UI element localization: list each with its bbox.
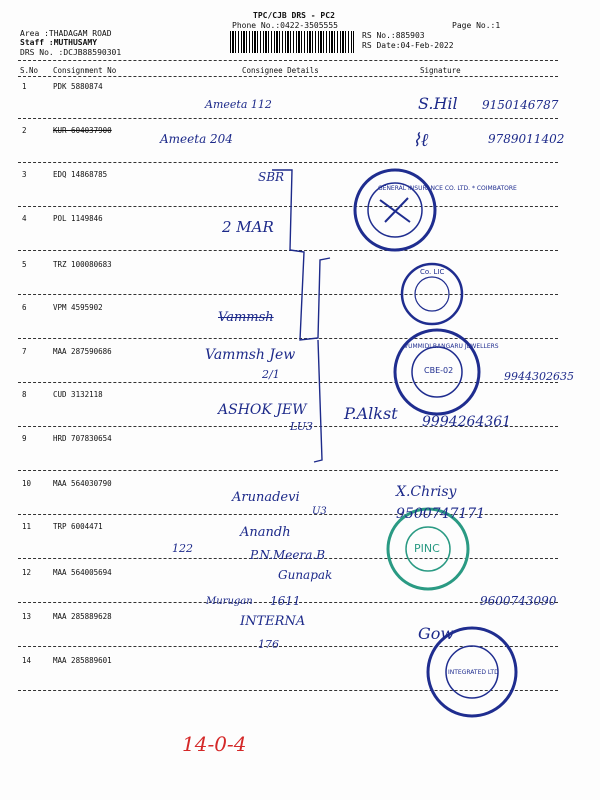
delivery-run-sheet: TPC/CJB DRS - PC2 Phone No.:0422-3505555 Page No.:1 Area :THADAGAM ROAD Staff :MUTHUSAMY DRS No. :DCJB88590301 RS No.:885903 RS Date:04-Feb-2022 S.No Consignment No Consignee Details Signature 1 PDK 5880874 2 KUR 604037900 3 EDQ 14868785 4 POL 1149846 5 TRZ 100080683 6 VPM 4595902 7 MAA 287590686 8 CUD 3132118 9 HRD 707830654 10 MAA 564030790 11 TRP 6004471 12 MAA 564005694 13 MAA 285889628 14 MAA 285889601 GENERAL INSURANCE CO. LTD. * COIMBATORE Co. LIC VUMMIDI BANGARU JEWELLERS CBE-02 PINC INTEGRATED LTD Ameeta 112 S.Hil 9150146787 Ameeta 204 ⌇ℓ 9789011402 SBR 2 MAR Vammsh Vammsh Jew 2/1 9944302635 ASHOK JEW LU3 P.Alkst 9994264361 Arunadevi U3 X.Chrisy 9500747171 Anandh 122 P.N.Meera.B Gunapak 9600743090 Murugan 1611 INTERNA 176 Gow 14-0-4 <box>0 0 600 800</box>
handwriting: 9150146787 <box>482 98 559 112</box>
handwriting: Murugan <box>206 596 253 607</box>
col-sno: S.No <box>20 66 39 75</box>
handwriting: 9944302635 <box>504 370 574 383</box>
handwriting: Anandh <box>240 525 291 540</box>
rs-date: RS Date:04-Feb-2022 <box>362 41 454 50</box>
handwriting: 9789011402 <box>488 132 565 146</box>
handwriting: Ameeta 112 <box>205 98 272 111</box>
signature: ⌇ℓ <box>412 130 429 151</box>
handwriting: ASHOK JEW <box>218 402 307 418</box>
handwriting: SBR <box>258 170 285 184</box>
handwriting: Ameeta 204 <box>160 132 233 146</box>
insurance-stamp-text: GENERAL INSURANCE CO. LTD. * COIMBATORE <box>378 185 517 192</box>
handwriting: 2 MAR <box>222 218 274 236</box>
col-consignee-details: Consignee Details <box>242 66 319 75</box>
handwriting: Vammsh <box>218 310 274 325</box>
col-signature: Signature <box>420 66 461 75</box>
drs-number: DRS No. :DCJB88590301 <box>20 48 122 57</box>
page-number: Page No.:1 <box>452 21 501 30</box>
handwriting: 9994264361 <box>422 414 512 430</box>
handwriting: 2/1 <box>262 368 280 381</box>
handwriting: 9600743090 <box>480 594 557 608</box>
handwriting: 9500747171 <box>396 506 486 522</box>
integrated-stamp-text: INTEGRATED LTD <box>448 669 499 676</box>
rs-number: RS No.:885903 <box>362 31 425 40</box>
insurance-stamp <box>355 170 435 250</box>
signature: X.Chrisy <box>396 484 457 500</box>
pinc-stamp-text: PINC <box>414 542 440 555</box>
staff-label: Staff :MUTHUSAMY <box>20 38 98 47</box>
bangaru-stamp-text: VUMMIDI BANGARU JEWELLERS <box>404 343 499 350</box>
signature: P.Alkst <box>344 404 398 423</box>
handwriting: Arunadevi <box>232 490 300 505</box>
handwriting: Gunapak <box>278 568 333 582</box>
handwriting: U3 <box>312 506 327 517</box>
handwriting: LU3 <box>290 420 313 433</box>
handwriting: 122 <box>172 542 193 555</box>
signature: S.Hil <box>418 94 458 113</box>
lic-stamp-text: Co. LIC <box>420 268 445 276</box>
phone-number: Phone No.:0422-3505555 <box>232 21 338 30</box>
bangaru-stamp-center: CBE-02 <box>424 366 454 375</box>
footer-note: 14-0-4 <box>182 732 247 756</box>
handwriting: Vammsh Jew <box>205 347 296 363</box>
handwriting: P.N.Meera.B <box>250 548 326 562</box>
sheet-title: TPC/CJB DRS - PC2 <box>253 11 335 20</box>
handwriting: 1611 <box>270 594 301 608</box>
ink-bracket <box>314 340 322 462</box>
signature: Gow <box>418 624 455 643</box>
ink-bracket <box>272 170 330 340</box>
handwriting: 176 <box>258 638 279 651</box>
handwriting: INTERNA <box>240 614 306 629</box>
col-consignment: Consignment No <box>53 66 117 75</box>
area-label: Area :THADAGAM ROAD <box>20 29 112 38</box>
